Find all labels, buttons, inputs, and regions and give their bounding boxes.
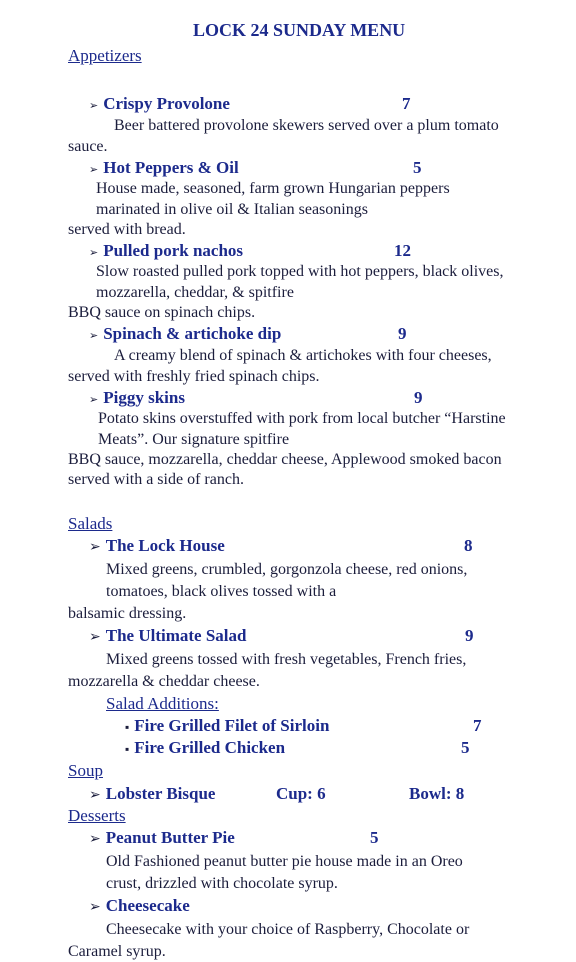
item-description: Mixed greens, crumbled, gorgonzola cheese, red onions,	[106, 561, 468, 578]
item-description: Slow roasted pulled pork topped with hot peppers, black olives,	[96, 263, 504, 280]
item-description: marinated in olive oil & Italian seasonings	[96, 201, 368, 218]
item-description: BBQ sauce, mozzarella, cheddar cheese, Applewood smoked bacon	[68, 451, 502, 468]
item-description: Beer battered provolone skewers served over a plum tomato	[114, 117, 499, 134]
square-bullet-icon: ▪	[125, 720, 130, 734]
item-price: 9	[398, 324, 407, 343]
item-description: balsamic dressing.	[68, 605, 187, 622]
menu-item-crispy-provolone	[89, 94, 230, 116]
item-description: Old Fashioned peanut butter pie house made in an Oreo	[106, 853, 463, 870]
item-price: 9	[414, 388, 423, 407]
item-description: Cheesecake with your choice of Raspberry, Chocolate or	[106, 921, 470, 938]
menu-item-lobster-bisque	[89, 784, 215, 806]
item-name: Fire Grilled Filet of Sirloin	[134, 716, 330, 735]
item-name: The Ultimate Salad	[105, 626, 247, 645]
menu-item-peanut-butter-pie	[89, 828, 235, 850]
arrow-bullet-icon: ➢	[89, 900, 101, 915]
item-description: A creamy blend of spinach & artichokes with four cheeses,	[114, 347, 492, 364]
item-name: Crispy Provolone	[103, 94, 230, 113]
section-soup: Soup	[68, 761, 103, 780]
arrow-bullet-icon: ➢	[89, 540, 101, 555]
item-price: 5	[413, 158, 422, 177]
item-description: BBQ sauce on spinach chips.	[68, 304, 256, 321]
item-price: 5	[461, 738, 470, 757]
item-description: House made, seasoned, farm grown Hungarian peppers	[96, 180, 450, 197]
salad-additions-heading: Salad Additions:	[106, 694, 219, 713]
arrow-bullet-icon: ➢	[89, 247, 99, 259]
menu-item-lock-house	[89, 536, 225, 558]
arrow-bullet-icon: ➢	[89, 330, 99, 342]
item-price: 7	[402, 94, 411, 113]
item-name: Spinach & artichoke dip	[103, 324, 282, 343]
item-description: sauce.	[68, 138, 108, 155]
item-name: Lobster Bisque	[105, 784, 216, 803]
soup-cup-price: Cup: 6	[276, 784, 326, 803]
item-name: Cheesecake	[105, 896, 190, 915]
menu-item-cheesecake	[89, 896, 190, 918]
item-name: The Lock House	[105, 536, 225, 555]
section-appetizers: Appetizers	[68, 46, 142, 65]
item-description: mozzarella, cheddar, & spitfire	[96, 284, 294, 301]
addition-chicken	[125, 738, 285, 759]
arrow-bullet-icon: ➢	[89, 394, 99, 406]
square-bullet-icon: ▪	[125, 742, 130, 756]
item-description: mozzarella & cheddar cheese.	[68, 673, 260, 690]
arrow-bullet-icon: ➢	[89, 100, 99, 112]
item-name: Fire Grilled Chicken	[134, 738, 286, 757]
item-price: 9	[465, 626, 474, 645]
item-description: served with bread.	[68, 221, 186, 238]
section-desserts: Desserts	[68, 806, 126, 825]
menu-item-piggy-skins	[89, 388, 185, 410]
item-name: Pulled pork nachos	[103, 241, 244, 260]
item-description: crust, drizzled with chocolate syrup.	[106, 875, 338, 892]
item-name: Hot Peppers & Oil	[103, 158, 239, 177]
item-description: Caramel syrup.	[68, 943, 166, 960]
item-description: Mixed greens tossed with fresh vegetables, French fries,	[106, 651, 467, 668]
section-salads: Salads	[68, 514, 113, 533]
addition-sirloin	[125, 716, 329, 737]
menu-title: LOCK 24 SUNDAY MENU	[193, 20, 406, 40]
arrow-bullet-icon: ➢	[89, 788, 101, 803]
item-description: served with freshly fried spinach chips.	[68, 368, 320, 385]
item-description: Meats”. Our signature spitfire	[98, 431, 290, 448]
item-name: Peanut Butter Pie	[105, 828, 235, 847]
item-price: 12	[394, 241, 411, 260]
menu-item-hot-peppers	[89, 158, 239, 180]
item-description: tomatoes, black olives tossed with a	[106, 583, 337, 600]
arrow-bullet-icon: ➢	[89, 630, 101, 645]
item-description: served with a side of ranch.	[68, 471, 244, 488]
soup-bowl-price: Bowl: 8	[409, 784, 465, 803]
item-price: 7	[473, 716, 482, 735]
menu-item-ultimate-salad	[89, 626, 246, 648]
item-name: Piggy skins	[103, 388, 185, 407]
item-description: Potato skins overstuffed with pork from local butcher “Harstine	[98, 410, 506, 427]
arrow-bullet-icon: ➢	[89, 832, 101, 847]
item-price: 5	[370, 828, 379, 847]
menu-item-spinach-artichoke-dip	[89, 324, 281, 346]
arrow-bullet-icon: ➢	[89, 164, 99, 176]
menu-item-pulled-pork-nachos	[89, 241, 243, 263]
item-price: 8	[464, 536, 473, 555]
